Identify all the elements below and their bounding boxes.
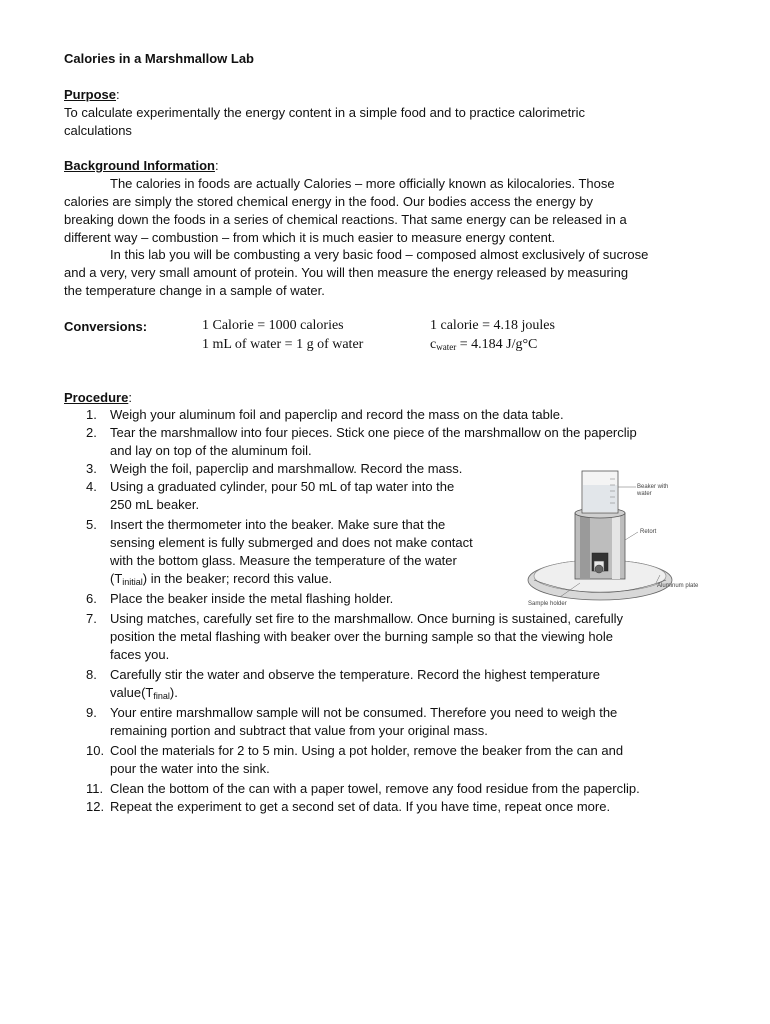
background-heading: Background Information: [64,158,219,173]
procedure-heading-text: Procedure [64,390,129,405]
step-number: 12. [86,799,105,814]
step-text: $value(T_{final})$. [110,685,178,701]
purpose-line-1: To calculate experimentally the energy content in a simple food and to practice calorimetric [64,105,585,120]
background-line: and a very, very small amount of protein. You will then measure the energy released by measuring [64,265,629,280]
step-text: remaining portion and subtract that value from your original mass. [110,723,488,738]
step-text: Using matches, carefully set fire to the marshmallow. Once burning is sustained, carefully [110,611,624,626]
step-text: with the bottom glass. Measure the temperature of the water [110,553,457,568]
step-text: Insert the thermometer into the beaker. Make sure that the [110,517,446,532]
step-number: 2. [86,425,97,440]
background-heading-text: Background Information [64,158,215,173]
step-number: 5. [86,517,97,532]
step-number: 1. [86,407,97,422]
step-text: Clean the bottom of the can with a paper towel, remove any food residue from the paperclip. [110,781,640,796]
conversions-label: Conversions: [64,319,148,334]
procedure-heading: Procedure: [64,390,132,405]
step-text: Using a graduated cylinder, pour 50 mL of tap water into the [110,479,455,494]
step-text: $(T_{initial})$ in the beaker; record this value. [110,571,333,587]
step-text: Carefully stir the water and observe the temperature. Record the highest temperature [110,667,600,682]
step-number: 8. [86,667,97,682]
conversion-joules: 1 calorie = 4.18 joules [430,318,555,333]
step-text: and lay on top of the aluminum foil. [110,443,312,458]
background-line: The calories in foods are actually Calories – more officially known as kilocalories. Those [110,176,615,191]
conversion-specific-heat: $c_{water} = 4.184$ J/g°C [430,337,538,352]
background-line: In this lab you will be combusting a very basic food – composed almost exclusively of sucrose [110,247,649,262]
step-number: 7. [86,611,97,626]
step-number: 9. [86,705,97,720]
step-text: Your entire marshmallow sample will not be consumed. Therefore you need to weigh the [110,705,618,720]
purpose-line-2: calculations [64,123,132,138]
step-text: Repeat the experiment to get a second set of data. If you have time, repeat once more. [110,799,611,814]
purpose-heading-text: Purpose [64,87,117,102]
label-sample-holder: Sample holder [528,601,567,607]
label-retort: Retort [640,529,657,535]
document-title: Calories in a Marshmallow Lab [64,51,254,66]
conversion-calorie: 1 Calorie = 1000 calories [202,318,344,333]
step-number: 11. [86,781,104,796]
purpose-heading: Purpose: [64,87,120,102]
step-text: pour the water into the sink. [110,761,270,776]
conversion-water: 1 mL of water = 1 g of water [202,337,364,352]
step-text: Weigh your aluminum foil and paperclip and record the mass on the data table. [110,407,564,422]
step-text: Tear the marshmallow into four pieces. Stick one piece of the marshmallow on the paperclip [110,425,637,440]
step-text: Cool the materials for 2 to 5 min. Using a pot holder, remove the beaker from the can and [110,743,624,758]
step-number: 4. [86,479,97,494]
step-text: Weigh the foil, paperclip and marshmallow. Record the mass. [110,461,463,476]
step-text: faces you. [110,647,170,662]
calorimeter-apparatus-figure [520,465,720,615]
step-text: 250 mL beaker. [110,497,200,512]
label-beaker-water: water [637,491,652,497]
label-beaker: Beaker with [637,484,669,490]
background-line: breaking down the foods in a series of chemical reactions. That same energy can be released in a [64,212,627,227]
step-text: Place the beaker inside the metal flashing holder. [110,591,394,606]
step-number: 3. [86,461,97,476]
background-line: calories are simply the stored chemical energy in the food. Our bodies access the energy by [64,194,593,209]
step-text: position the metal flashing with beaker over the burning sample so that the viewing hole [110,629,613,644]
step-text: sensing element is fully submerged and does not make contact [110,535,473,550]
label-aluminum-plate: Aluminum plate [657,583,699,589]
background-line: different way – combustion – from which it is much easier to measure energy content. [64,230,556,245]
background-line: the temperature change in a sample of water. [64,283,325,298]
step-number: 10. [86,743,105,758]
step-number: 6. [86,591,97,606]
